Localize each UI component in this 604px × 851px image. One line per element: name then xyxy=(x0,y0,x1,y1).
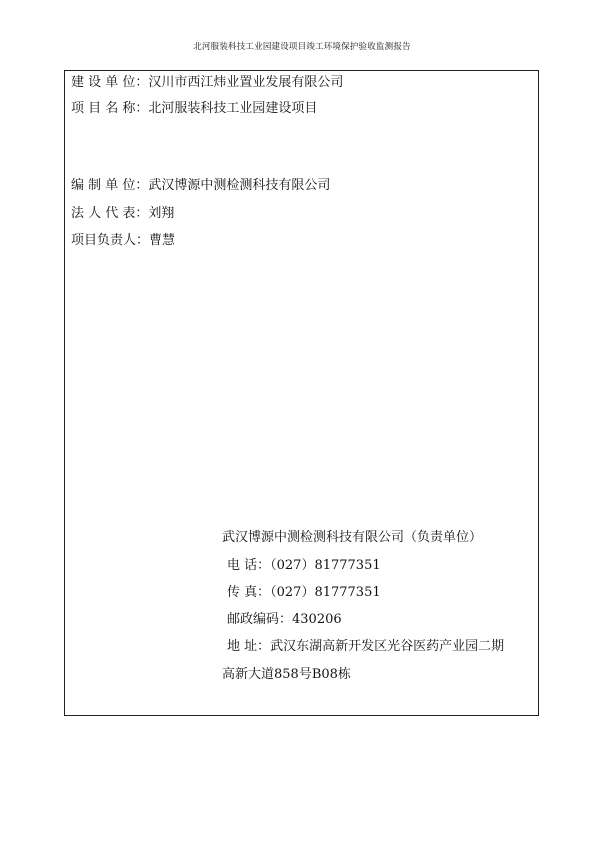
contact-fax-row xyxy=(222,585,381,601)
project-name-value: 北河服装科技工业园建设项目 xyxy=(148,101,318,116)
construction-unit-row xyxy=(71,75,343,91)
contact-address-line2: 高新大道858号B08栋 xyxy=(222,667,351,682)
fax-label: 传 真： xyxy=(227,585,271,600)
page-header: 北河服装科技工业园建设项目竣工环境保护验收监测报告 xyxy=(193,42,411,52)
cover-frame xyxy=(64,70,539,716)
construction-unit-label: 建 设 单 位： xyxy=(71,75,149,90)
project-leader-row xyxy=(71,233,175,249)
compiling-unit-value: 武汉博源中测检测科技有限公司 xyxy=(148,178,331,193)
project-name-row xyxy=(71,101,317,117)
legal-rep-value: 刘翔 xyxy=(148,206,175,221)
address-label: 地 址： xyxy=(227,639,271,654)
contact-company: 武汉博源中测检测科技有限公司（负责单位） xyxy=(222,530,483,545)
phone-label: 电 话： xyxy=(227,558,271,573)
fax-value: （027）81777351 xyxy=(270,585,381,600)
construction-unit-value: 汉川市西江炜业置业发展有限公司 xyxy=(148,75,344,90)
contact-postcode-row xyxy=(222,612,342,628)
project-leader-label: 项目负责人： xyxy=(71,233,150,248)
compiling-unit-row xyxy=(71,178,330,194)
legal-rep-row xyxy=(71,206,174,222)
phone-value: （027）81777351 xyxy=(270,558,381,573)
postcode-label: 邮政编码： xyxy=(227,612,293,627)
legal-rep-label: 法 人 代 表： xyxy=(71,206,149,221)
contact-address-row xyxy=(222,639,504,655)
postcode-value: 430206 xyxy=(292,612,342,627)
compiling-unit-label: 编 制 单 位： xyxy=(71,178,149,193)
address-value: 武汉东湖高新开发区光谷医药产业园二期 xyxy=(270,639,505,654)
project-name-label: 项 目 名 称： xyxy=(71,101,149,116)
contact-phone-row xyxy=(222,558,381,574)
project-leader-value: 曹慧 xyxy=(149,233,176,248)
